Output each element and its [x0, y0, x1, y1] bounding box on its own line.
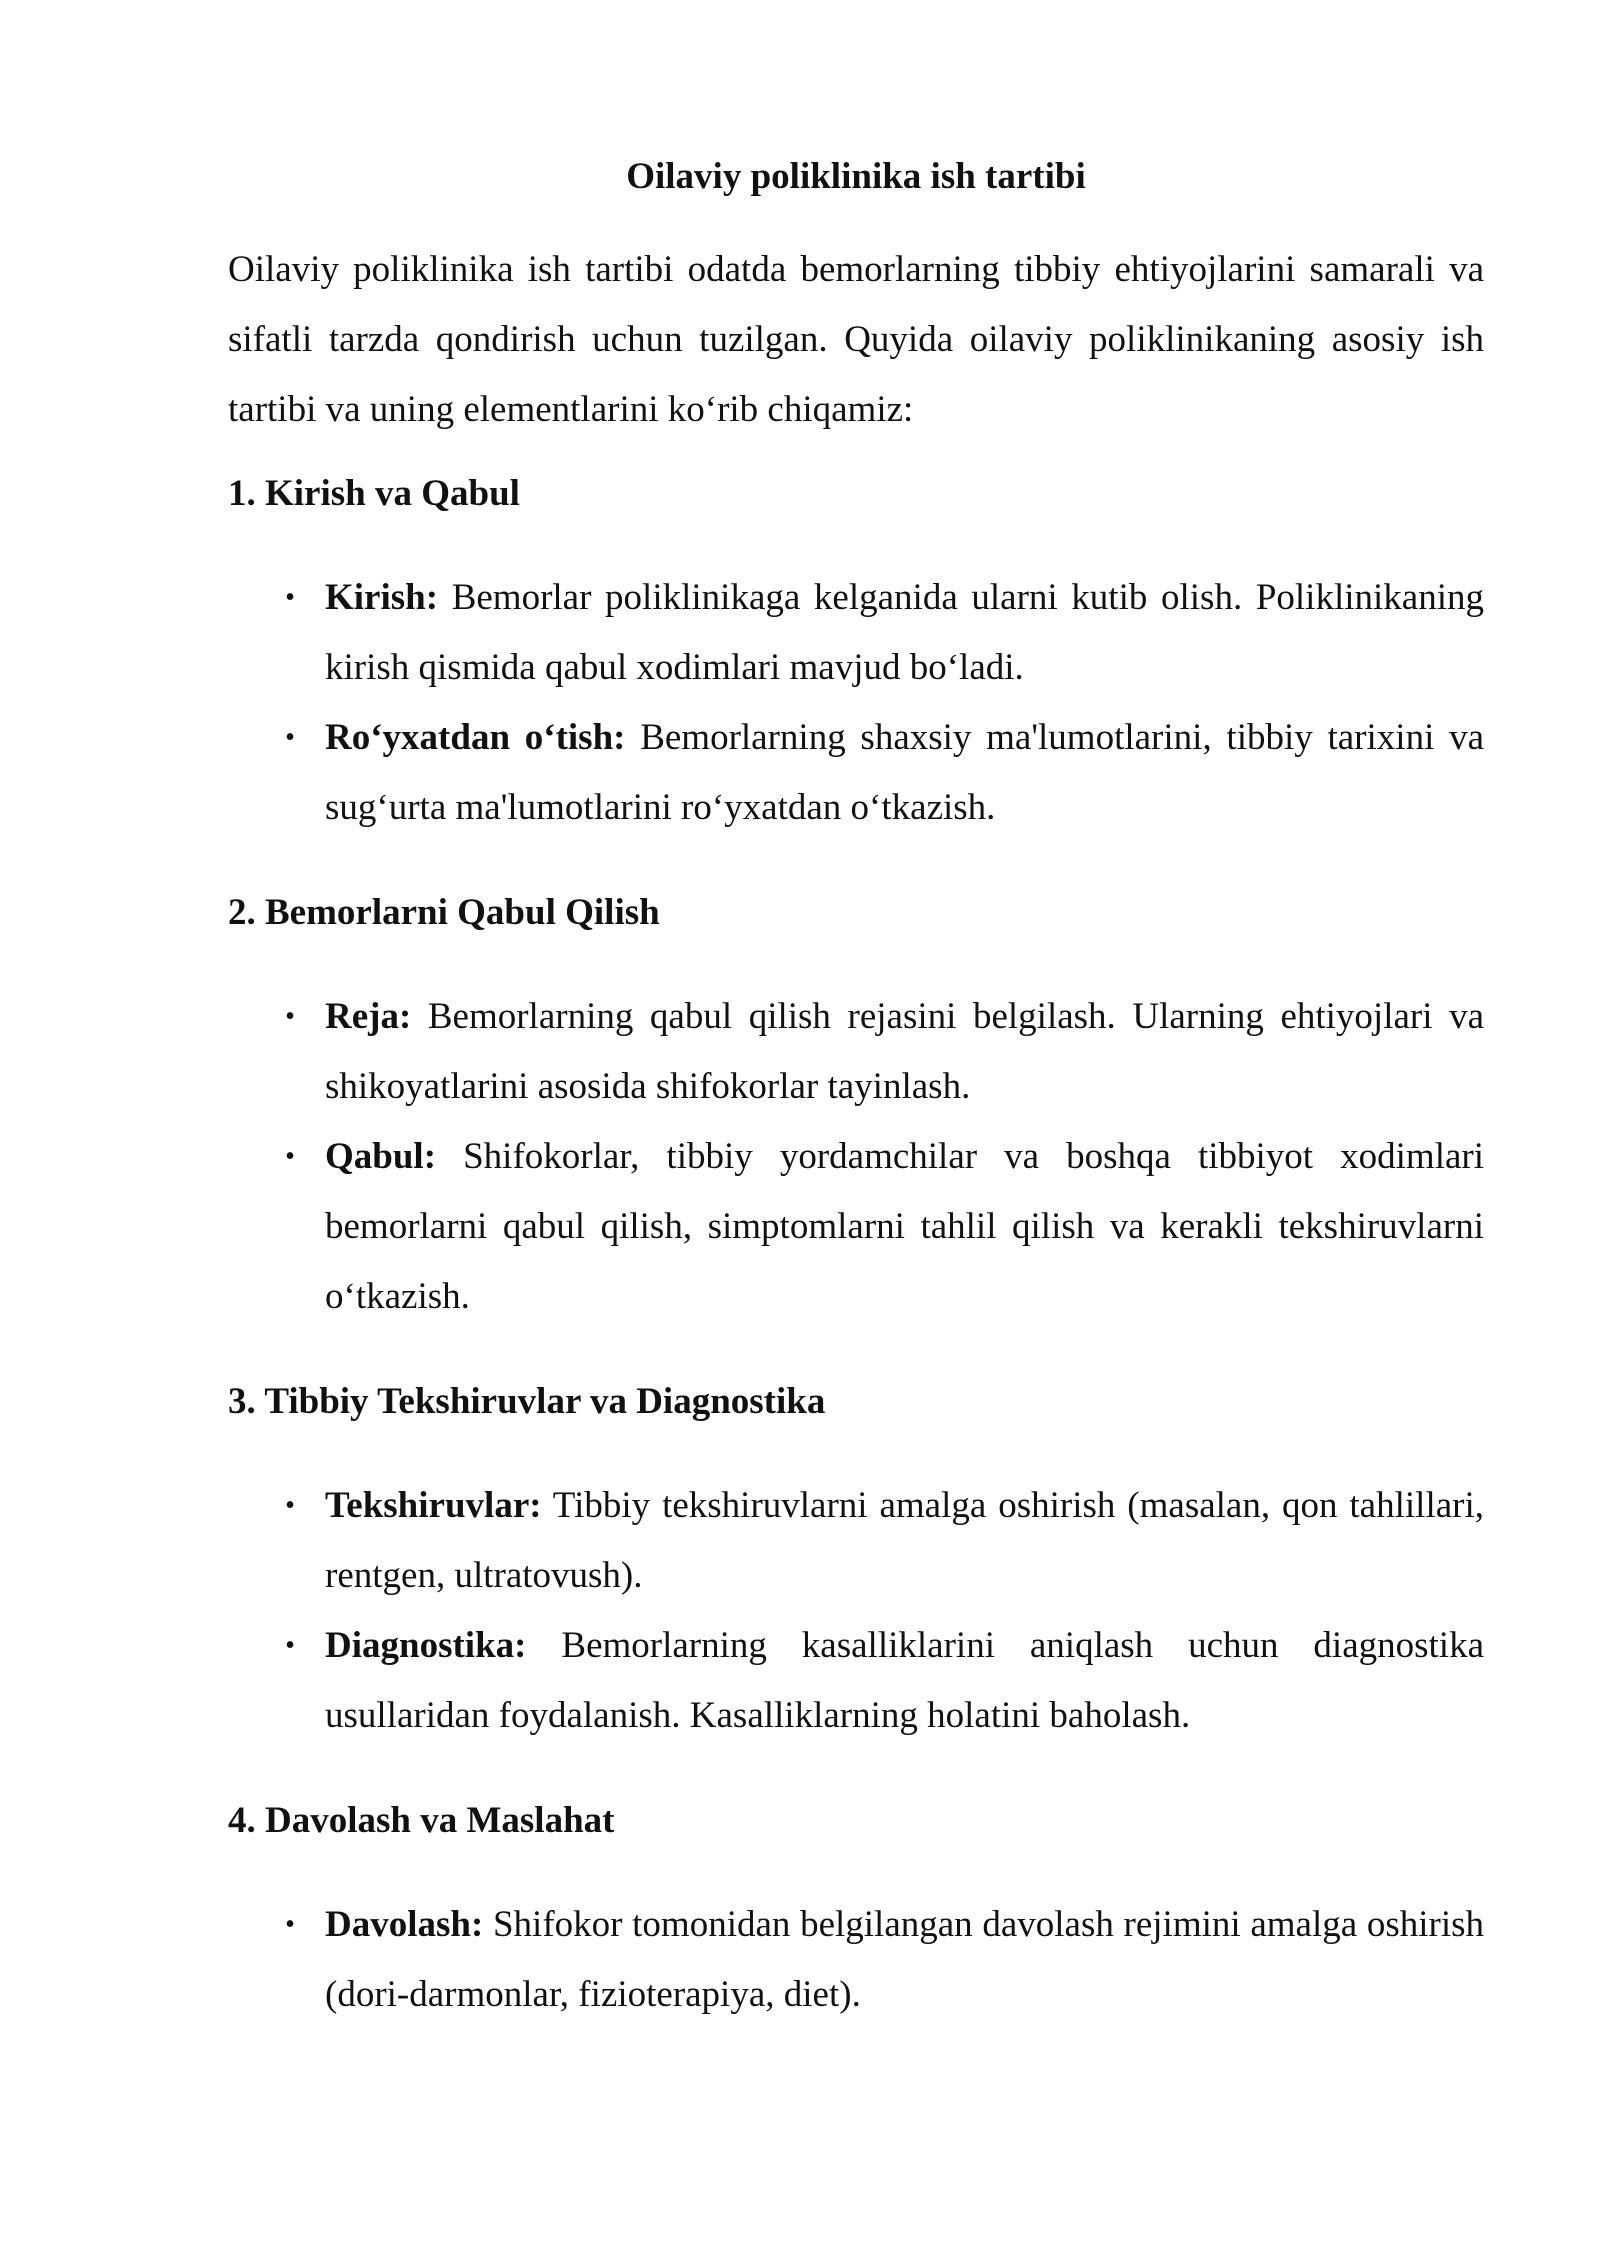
document-title: Oilaviy poliklinika ish tartibi — [626, 156, 1086, 197]
section-heading: 4. Davolash va Maslahat — [228, 1800, 615, 1841]
list-item — [228, 1122, 1484, 1332]
document-content — [228, 150, 1484, 2073]
list-item — [228, 1890, 1484, 2030]
intro-paragraph: Oilaviy poliklinika ish tartibi odatda bemorlarning tibbiy ehtiyojlarini samarali va sifatli tarzda qondirish uchun tuzilgan. Quyida oilaviy poliklinikaning asosiy ish tartibi va uning elementlarini ko‘rib chiqamiz: — [228, 249, 1484, 430]
list-item-text: Bemorlarning shaxsiy ma'lumotlarini, tibbiy tarixini va sug‘urta ma'lumotlarini ro‘yxatdan o‘tkazish. — [325, 717, 1484, 828]
bullet-icon: • — [285, 1141, 295, 1172]
list-item-text: Bemorlar poliklinikaga kelganida ularni kutib olish. Poliklinikaning kirish qismida qabul xodimlari mavjud bo‘ladi. — [325, 577, 1484, 688]
bullet-icon: • — [285, 1630, 295, 1661]
section-bemorlarni-qabul-qilish — [228, 886, 1484, 1332]
list-item — [228, 1471, 1484, 1611]
list-item-term: Ro‘yxatdan o‘tish: — [325, 717, 626, 758]
section-heading: 3. Tibbiy Tekshiruvlar va Diagnostika — [228, 1381, 826, 1422]
list-item-text: Shifokorlar, tibbiy yordamchilar va boshqa tibbiyot xodimlari bemorlarni qabul qilish, simptomlarni tahlil qilish va kerakli tekshiruvlarni o‘tkazish. — [325, 1136, 1484, 1317]
bullet-icon: • — [285, 1490, 295, 1521]
list-item — [228, 982, 1484, 1122]
bullet-list — [228, 1471, 1484, 1751]
list-item-text: Bemorlarning qabul qilish rejasini belgilash. Ularning ehtiyojlari va shikoyatlarini asosida shifokorlar tayinlash. — [325, 996, 1484, 1107]
section-tibbiy-tekshiruvlar — [228, 1375, 1484, 1751]
bullet-list — [228, 563, 1484, 843]
bullet-icon: • — [285, 1001, 295, 1032]
bullet-icon: • — [285, 582, 295, 613]
list-item-term: Qabul: — [325, 1136, 437, 1177]
bullet-icon: • — [285, 722, 295, 753]
list-item-text: Bemorlarning kasalliklarini aniqlash uchun diagnostika usullaridan foydalanish. Kasalliklarning holatini baholash. — [325, 1625, 1484, 1736]
list-item-term: Kirish: — [325, 577, 439, 618]
section-davolash-va-maslahat — [228, 1794, 1484, 2030]
bullet-list — [228, 982, 1484, 1332]
bullet-icon: • — [285, 1909, 295, 1940]
list-item-text: Tibbiy tekshiruvlarni amalga oshirish (masalan, qon tahlillari, rentgen, ultratovush). — [325, 1485, 1484, 1596]
section-heading: 2. Bemorlarni Qabul Qilish — [228, 892, 660, 933]
list-item-term: Davolash: — [325, 1904, 484, 1945]
list-item — [228, 703, 1484, 843]
section-heading: 1. Kirish va Qabul — [228, 473, 520, 514]
list-item-term: Tekshiruvlar: — [325, 1485, 542, 1526]
list-item — [228, 563, 1484, 703]
list-item — [228, 1611, 1484, 1751]
list-item-term: Diagnostika: — [325, 1625, 527, 1666]
list-item-text: Shifokor tomonidan belgilangan davolash rejimini amalga oshirish (dori-darmonlar, fizioterapiya, diet). — [325, 1904, 1484, 2015]
section-kirish-va-qabul — [228, 467, 1484, 843]
bullet-list — [228, 1890, 1484, 2030]
list-item-term: Reja: — [325, 996, 412, 1037]
